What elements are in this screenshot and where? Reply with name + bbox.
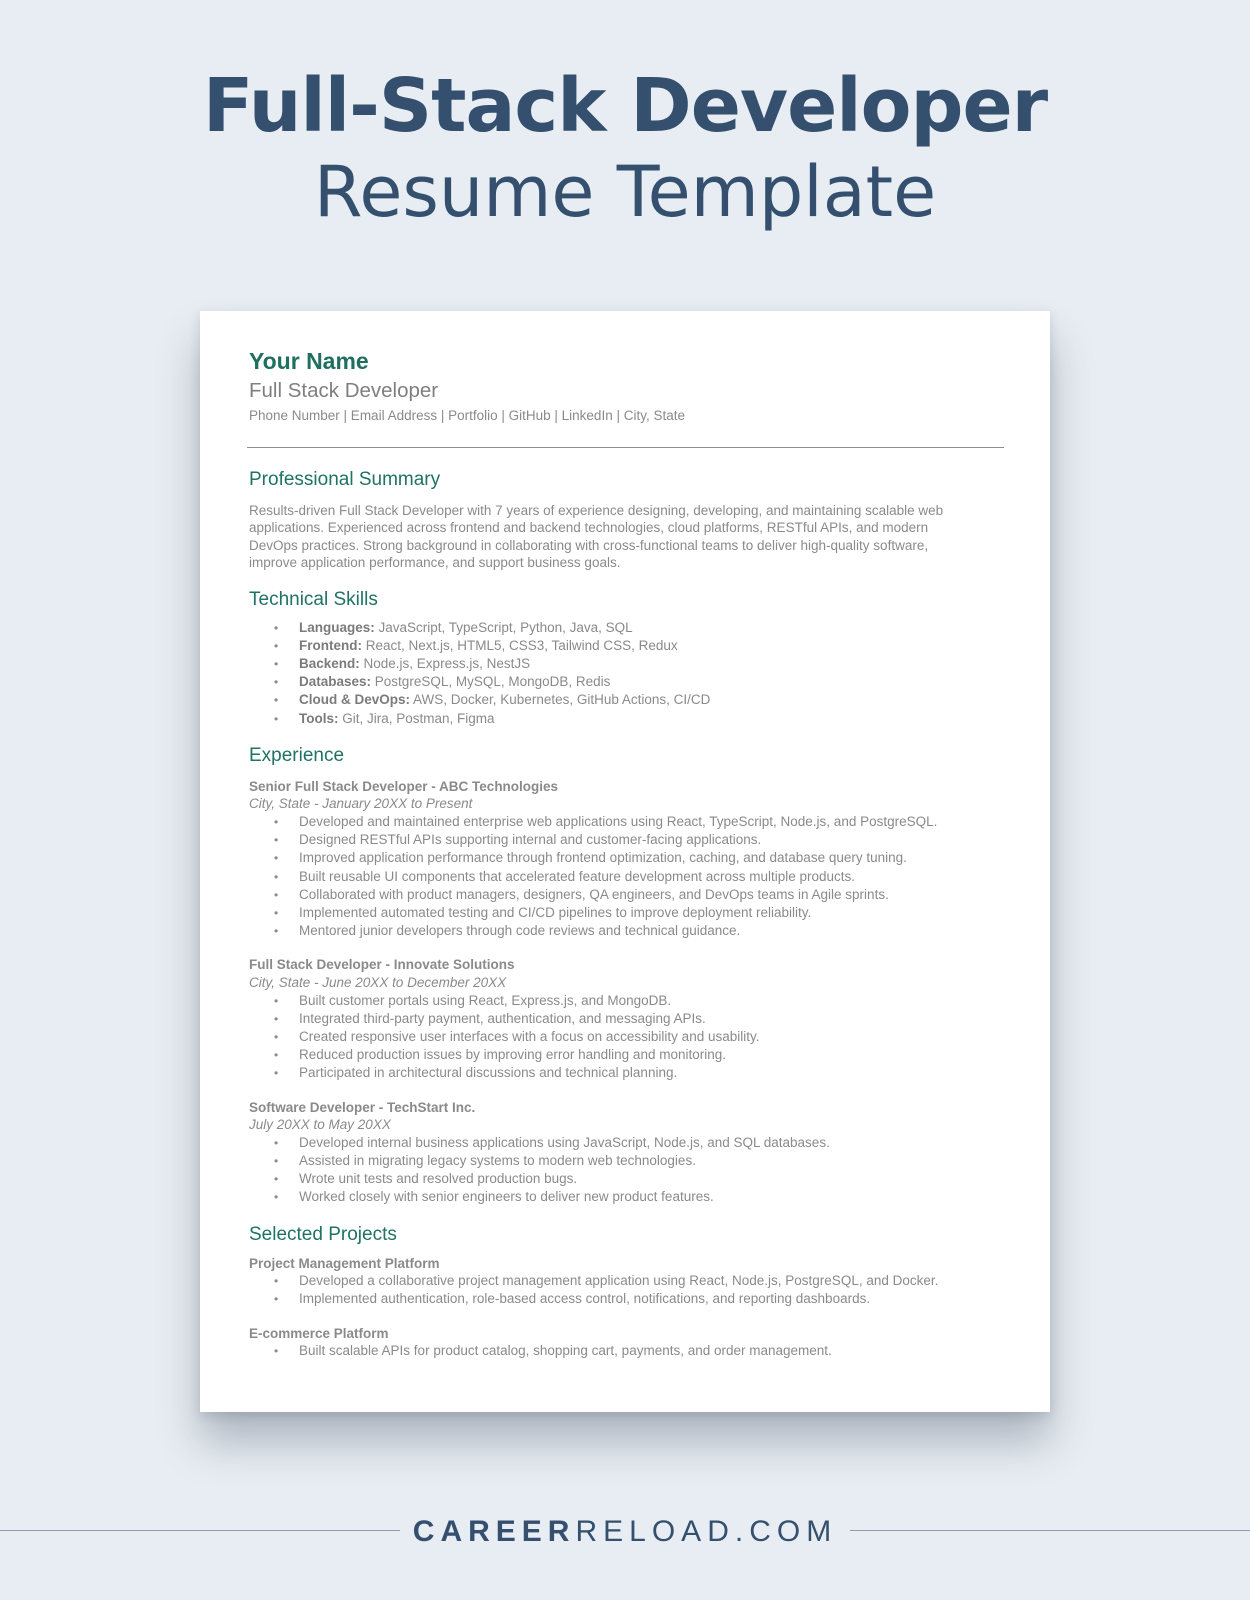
skill-item	[299, 691, 1002, 709]
skills-list	[249, 619, 1002, 728]
job-entry	[249, 778, 1002, 941]
project-title: E-commerce Platform	[249, 1325, 389, 1341]
skill-value: PostgreSQL, MySQL, MongoDB, Redis	[371, 674, 611, 690]
skill-label: Cloud & DevOps:	[299, 692, 411, 708]
job-bullet: • Built customer portals using React, Express.js, and MongoDB.	[299, 992, 1002, 1010]
skill-value: React, Next.js, HTML5, CSS3, Tailwind CSS, Redux	[362, 637, 678, 653]
resume-contact: Phone Number | Email Address | Portfolio | GitHub | LinkedIn | City, State	[249, 408, 685, 423]
project-bullets	[249, 1342, 1002, 1360]
skills-title: Technical Skills	[249, 588, 378, 610]
skill-label: Frontend:	[299, 637, 362, 653]
skill-item	[299, 673, 1002, 691]
project-bullets	[249, 1272, 1002, 1308]
job-entry	[249, 1099, 1002, 1207]
project-bullet: • Developed a collaborative project management application using React, Node.js, PostgreSQL, and Docker.	[299, 1272, 1002, 1290]
brand-rest: RELOAD.COM	[575, 1515, 838, 1548]
footer	[0, 1510, 1250, 1560]
job-bullet: • Developed and maintained enterprise web applications using React, TypeScript, Node.js, and PostgreSQL.	[299, 813, 1002, 831]
job-bullet: • Mentored junior developers through code reviews and technical guidance.	[299, 922, 1002, 940]
job-bullet: • Wrote unit tests and resolved production bugs.	[299, 1170, 1002, 1188]
brand-bold: CAREER	[412, 1515, 576, 1548]
resume-sheet	[200, 311, 1050, 1412]
job-bullet: • Designed RESTful APIs supporting internal and customer-facing applications.	[299, 831, 1002, 849]
skill-value: AWS, Docker, Kubernetes, GitHub Actions, CI/CD	[410, 692, 711, 708]
summary-title: Professional Summary	[249, 469, 441, 490]
page-heading	[0, 62, 1250, 234]
skill-label: Databases:	[299, 674, 372, 690]
skill-value: Git, Jira, Postman, Figma	[338, 710, 495, 726]
project-entry	[249, 1325, 1002, 1361]
skill-item	[299, 655, 1002, 673]
job-meta: July 20XX to May 20XX	[249, 1117, 391, 1133]
job-bullet: • Assisted in migrating legacy systems to modern web technologies.	[299, 1152, 1002, 1170]
project-bullet: • Implemented authentication, role-based access control, notifications, and reporting dashboards.	[299, 1290, 1002, 1308]
resume-role: Full Stack Developer	[249, 379, 439, 402]
skill-item	[299, 637, 1002, 655]
job-bullet: • Worked closely with senior engineers to deliver new product features.	[299, 1188, 1002, 1206]
experience-title: Experience	[249, 744, 345, 766]
job-bullet: • Collaborated with product managers, designers, QA engineers, and DevOps teams in Agile sprints.	[299, 886, 1002, 904]
job-bullet: • Developed internal business applications using JavaScript, Node.js, and SQL databases.	[299, 1134, 1002, 1152]
projects-title: Selected Projects	[249, 1223, 397, 1245]
job-meta: City, State - June 20XX to December 20XX	[249, 975, 507, 991]
skill-label: Languages:	[299, 619, 375, 635]
job-bullet: • Built reusable UI components that accelerated feature development across multiple products.	[299, 868, 1002, 886]
heading-title: Full-Stack Developer	[202, 63, 1048, 149]
skill-label: Backend:	[299, 656, 360, 672]
skill-value: JavaScript, TypeScript, Python, Java, SQL	[374, 619, 633, 635]
job-bullet: • Participated in architectural discussions and technical planning.	[299, 1064, 1002, 1082]
job-entry	[249, 956, 1002, 1082]
project-entry	[249, 1255, 1002, 1309]
job-bullet: • Implemented automated testing and CI/CD pipelines to improve deployment reliability.	[299, 904, 1002, 922]
job-bullet: • Created responsive user interfaces with a focus on accessibility and usability.	[299, 1028, 1002, 1046]
job-bullet: • Integrated third-party payment, authentication, and messaging APIs.	[299, 1010, 1002, 1028]
skill-label: Tools:	[299, 710, 339, 726]
job-title: Software Developer - TechStart Inc.	[249, 1099, 476, 1115]
project-bullet: • Built scalable APIs for product catalog, shopping cart, payments, and order management.	[299, 1342, 1002, 1360]
job-bullets	[249, 992, 1002, 1083]
summary-text: Results-driven Full Stack Developer with 7 years of experience designing, developing, and maintaining scalable web applications. Experienced across frontend and backend technologies, cloud platforms, RESTful APIs, and modern DevOps practices. Strong background in collaborating with cross-functional teams to deliver high-quality software, improve application performance, and support business goals.	[249, 503, 944, 571]
skill-value: Node.js, Express.js, NestJS	[359, 656, 531, 672]
job-bullets	[249, 813, 1002, 940]
footer-brand[interactable]	[0, 1510, 1250, 1554]
project-title: Project Management Platform	[249, 1255, 440, 1271]
job-bullet: • Improved application performance through frontend optimization, caching, and database query tuning.	[299, 849, 1002, 867]
job-bullets	[249, 1134, 1002, 1207]
header-divider	[247, 447, 1004, 448]
job-title: Full Stack Developer - Innovate Solutions	[249, 957, 515, 973]
job-meta: City, State - January 20XX to Present	[249, 796, 473, 812]
skill-item	[299, 710, 1002, 728]
job-title: Senior Full Stack Developer - ABC Technologies	[249, 778, 559, 794]
job-bullet: • Reduced production issues by improving error handling and monitoring.	[299, 1046, 1002, 1064]
resume-name: Your Name	[249, 348, 369, 374]
heading-subtitle: Resume Template	[313, 151, 937, 233]
skill-item	[299, 619, 1002, 637]
